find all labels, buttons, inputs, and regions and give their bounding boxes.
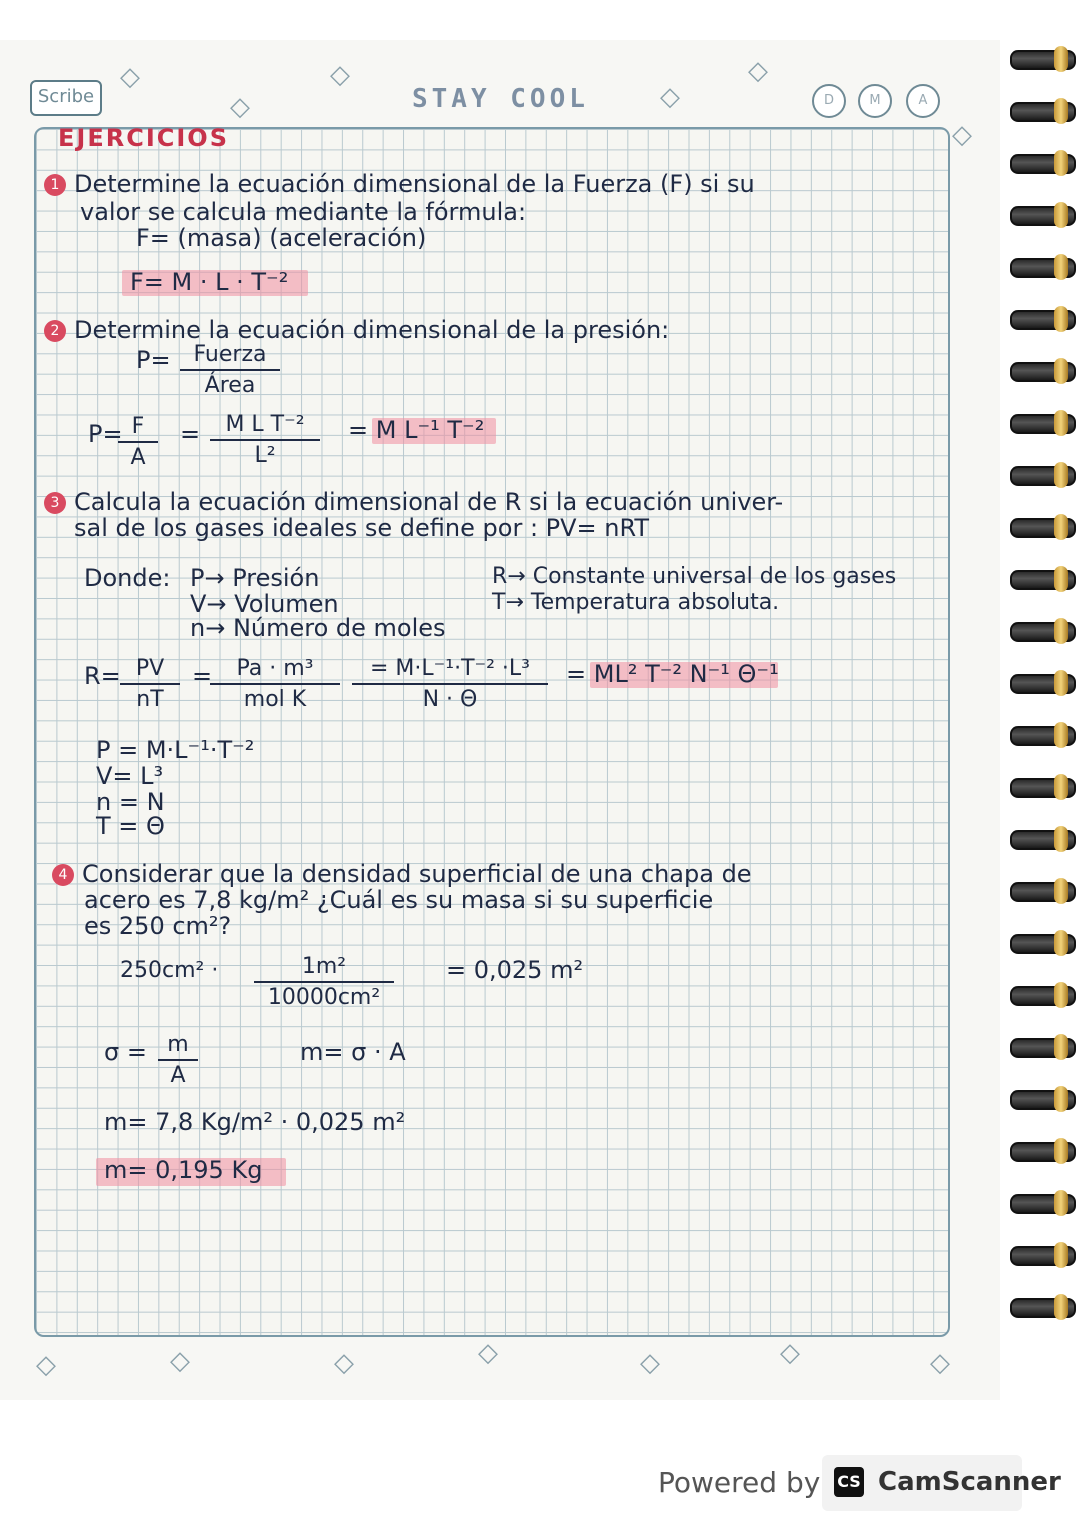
section-title: EJERCICIOS	[58, 124, 229, 152]
spiral-ring	[1010, 726, 1076, 746]
ex4-conv-num: 1m²	[301, 954, 347, 979]
ex3-def: n = N	[96, 788, 165, 816]
spiral-ring	[1010, 1038, 1076, 1058]
ex4-m-subst: m= 7,8 Kg/m² · 0,025 m²	[104, 1108, 406, 1136]
ex4-m-formula: m= σ · A	[300, 1038, 406, 1066]
ex1-number: 1	[44, 174, 66, 196]
header-title: STAY COOL	[412, 84, 589, 114]
brand-logo: Scribe	[30, 80, 102, 116]
ex4-line2: acero es 7,8 kg/m² ¿Cuál es su masa si su superficie	[84, 886, 714, 914]
diamond-icon: ◇	[930, 1348, 950, 1378]
spiral-ring	[1010, 986, 1076, 1006]
spiral-ring	[1010, 830, 1076, 850]
ex2-p-fraction	[180, 342, 280, 398]
camscanner-logo-icon: CS	[834, 1467, 864, 1497]
ex2-equals: =	[180, 420, 201, 448]
diamond-icon: ◇	[334, 1348, 354, 1378]
fraction-bar	[352, 683, 548, 685]
diamond-icon: ◇	[748, 56, 768, 86]
spiral-ring	[1010, 570, 1076, 590]
spiral-ring	[1010, 206, 1076, 226]
ex3-step2: = M·L⁻¹·T⁻² ·L³	[369, 656, 530, 681]
ex1-line2: valor se calcula mediante la fórmula:	[80, 198, 527, 226]
ex3-def: T = Θ	[96, 812, 165, 840]
ex3-line1: 3 Calcula la ecuación dimensional de R si la ecuación univer-	[44, 488, 783, 516]
ex3-answer: = ML² T⁻² N⁻¹ Θ⁻¹	[566, 660, 779, 688]
ex3-pa-fraction	[210, 656, 340, 712]
diamond-icon: ◇	[952, 120, 972, 150]
spiral-ring	[1010, 778, 1076, 798]
ex2-p-label: P=	[136, 346, 171, 374]
ex3-equals: =	[192, 662, 213, 690]
fraction-bar	[180, 369, 280, 371]
diamond-icon: ◇	[36, 1350, 56, 1380]
fraction-bar	[158, 1059, 198, 1061]
ex3-var: n→ Número de moles	[190, 614, 446, 642]
ex3-var: R→ Constante universal de los gases	[492, 564, 897, 589]
ex4-conv-result: = 0,025 m²	[446, 956, 584, 984]
ex1-answer: F= M · L · T⁻²	[130, 268, 289, 296]
diamond-icon: ◇	[170, 1346, 190, 1376]
fraction-bar	[254, 981, 394, 983]
spiral-ring	[1010, 1246, 1076, 1266]
diamond-icon: ◇	[230, 92, 250, 122]
ex2-answer: = M L⁻¹ T⁻²	[348, 416, 485, 444]
ex3-donde: Donde:	[84, 564, 171, 592]
camscanner-name: CamScanner	[878, 1467, 1061, 1497]
ex3-def: P = M·L⁻¹·T⁻²	[96, 736, 255, 764]
ex3-r-fraction	[120, 656, 180, 712]
ex2-mlt-num: M L T⁻²	[225, 412, 305, 437]
ex3-pa-den: mol K	[243, 687, 307, 712]
spiral-ring	[1010, 414, 1076, 434]
ex4-answer: m= 0,195 Kg	[104, 1156, 263, 1184]
diamond-icon: ◇	[478, 1338, 498, 1368]
ex4-sigma-den: A	[170, 1063, 186, 1088]
spiral-ring	[1010, 102, 1076, 122]
ex4-number: 4	[52, 864, 74, 886]
ex2-p2-den: A	[130, 445, 146, 470]
ex4-line3: es 250 cm²?	[84, 912, 232, 940]
ex4-conv-fraction	[254, 954, 394, 1010]
ex2-mlt-fraction	[210, 412, 320, 468]
diamond-icon: ◇	[640, 1348, 660, 1378]
ex2-p2-label: P=	[88, 420, 123, 448]
ex3-var: T→ Temperatura absoluta.	[492, 590, 780, 615]
ex3-pa-num: Pa · m³	[236, 656, 314, 681]
fraction-bar	[118, 441, 158, 443]
ex3-var: P→ Presión	[190, 564, 320, 592]
year-circle: A	[906, 84, 940, 118]
spiral-ring	[1010, 882, 1076, 902]
fraction-bar	[120, 683, 180, 685]
spiral-ring	[1010, 310, 1076, 330]
spiral-ring	[1010, 50, 1076, 70]
spiral-ring	[1010, 466, 1076, 486]
ex2-p-den: Área	[204, 373, 256, 398]
spiral-binding	[1010, 40, 1080, 1370]
fraction-bar	[210, 683, 340, 685]
ex3-number: 3	[44, 492, 66, 514]
ex4-conv-den: 10000cm²	[267, 985, 381, 1010]
ex2-mlt-den: L²	[254, 443, 276, 468]
spiral-ring	[1010, 258, 1076, 278]
ex3-r-num: PV	[135, 656, 165, 681]
spiral-ring	[1010, 1298, 1076, 1318]
ex2-p-num: Fuerza	[193, 342, 267, 367]
diamond-icon: ◇	[330, 60, 350, 90]
ex4-sigma-fraction	[158, 1032, 198, 1088]
spiral-ring	[1010, 674, 1076, 694]
ex1-formula: F= (masa) (aceleración)	[136, 224, 427, 252]
spiral-ring	[1010, 622, 1076, 642]
fraction-bar	[210, 439, 320, 441]
ex3-step2-den: N · Θ	[422, 687, 478, 712]
ex2-line1: 2 Determine la ecuación dimensional de la presión:	[44, 316, 669, 344]
diamond-icon: ◇	[660, 82, 680, 112]
spiral-ring	[1010, 362, 1076, 382]
ex3-r-label: R=	[84, 662, 121, 690]
month-circle: M	[858, 84, 892, 118]
ex3-line2: sal de los gases ideales se define por : PV= nRT	[74, 514, 650, 542]
ex4-sigma-num: m	[167, 1032, 189, 1057]
spiral-ring	[1010, 154, 1076, 174]
day-circle: D	[812, 84, 846, 118]
camscanner-badge[interactable]	[822, 1455, 1061, 1511]
ex4-sigma-label: σ =	[104, 1038, 147, 1066]
ex4-conv-left: 250cm² ·	[120, 958, 219, 983]
ex2-p2-num: F	[131, 414, 145, 439]
spiral-ring	[1010, 934, 1076, 954]
ex3-var: V→ Volumen	[190, 590, 339, 618]
spiral-ring	[1010, 1142, 1076, 1162]
ex2-p2-fraction	[118, 414, 158, 470]
diamond-icon: ◇	[120, 62, 140, 92]
ex3-r-den: nT	[136, 687, 164, 712]
ex1-line1: 1 Determine la ecuación dimensional de la Fuerza (F) si su	[44, 170, 755, 198]
ex4-line1: 4 Considerar que la densidad superficial de una chapa de	[52, 860, 752, 888]
spiral-ring	[1010, 1194, 1076, 1214]
ex3-step2-fraction	[352, 656, 548, 712]
ex2-number: 2	[44, 320, 66, 342]
spiral-ring	[1010, 1090, 1076, 1110]
powered-by-label: Powered by	[658, 1466, 821, 1499]
spiral-ring	[1010, 518, 1076, 538]
ex3-def: V= L³	[96, 762, 164, 790]
diamond-icon: ◇	[780, 1338, 800, 1368]
